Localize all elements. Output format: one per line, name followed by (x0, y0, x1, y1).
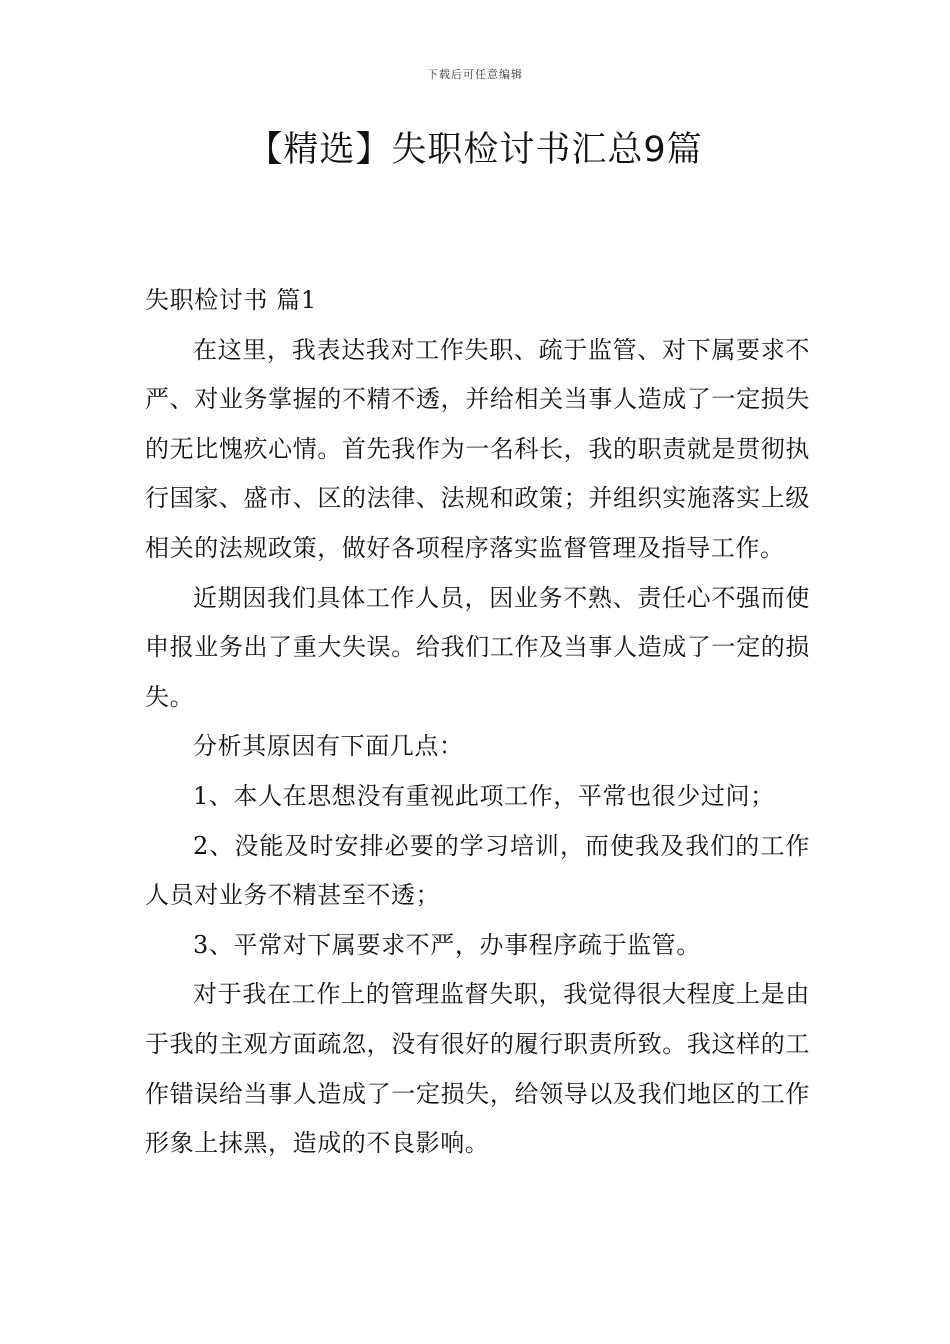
document-title: 【精选】失职检讨书汇总9篇 (247, 130, 703, 170)
section-heading: 失职检讨书 篇1 (145, 286, 317, 314)
list-item: 1、本人在思想没有重视此项工作，平常也很少过问； (193, 781, 775, 810)
header-note: 下载后可任意编辑 (427, 68, 523, 81)
paragraph: 分析其原因有下面几点： (193, 732, 464, 761)
paragraph: 对于我在工作上的管理监督失职，我觉得很大程度上是由于我的主观方面疏忽，没有很好的履行职责所致。我这样的工作错误给当事人造成了一定损失，给领导以及我们地区的工作形象上抹黑，造成的不良影响。 (145, 980, 810, 1158)
paragraph: 在这里，我表达我对工作失职、疏于监管、对下属要求不严、对业务掌握的不精不透，并给相关当事人造成了一定损失的无比愧疚心情。首先我作为一名科长，我的职责就是贯彻执行国家、盛市、区的法律、法规和政策；并组织实施落实上级相关的法规政策，做好各项程序落实监督管理及指导工作。 (145, 335, 810, 562)
list-item: 3、平常对下属要求不严，办事程序疏于监管。 (193, 930, 701, 959)
list-item: 2、没能及时安排必要的学习培训，而使我及我们的工作人员对业务不精甚至不透； (145, 831, 810, 910)
paragraph: 近期因我们具体工作人员，因业务不熟、责任心不强而使申报业务出了重大失误。给我们工作及当事人造成了一定的损失。 (145, 583, 810, 711)
document-body (145, 276, 810, 1169)
